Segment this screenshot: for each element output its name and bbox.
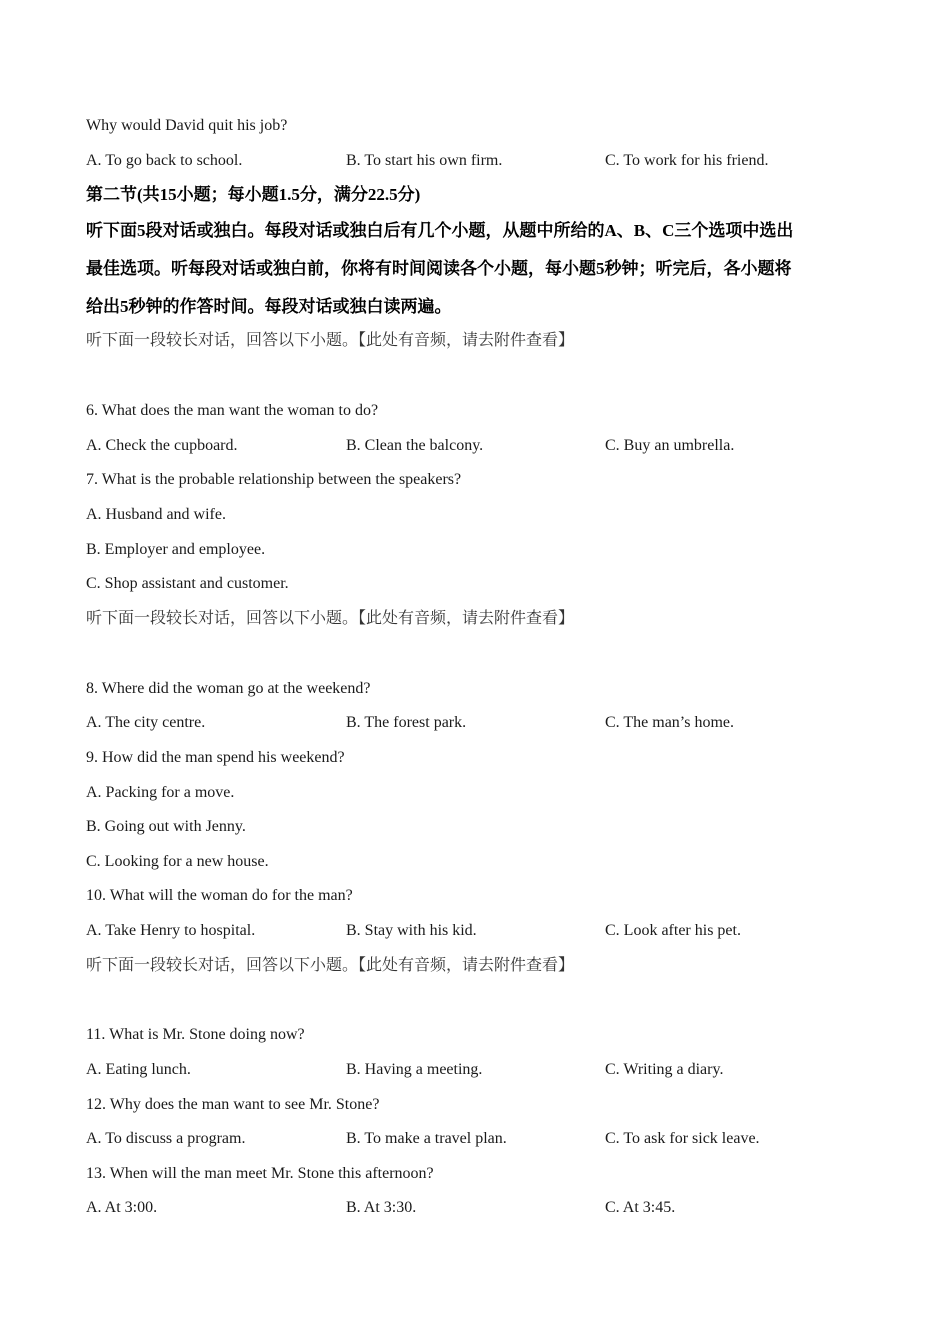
section-instruction-line-3: 给出5秒钟的作答时间。每段对话或独白读两遍。 [86,297,452,316]
option-b: B. To make a travel plan. [346,1130,507,1147]
option-c: C. Buy an umbrella. [605,437,735,454]
question-10-options [0,921,950,941]
option-b: B. To start his own firm. [346,152,503,169]
question-13-text: 13. When will the man meet Mr. Stone this afternoon? [86,1165,434,1182]
option-b: B. At 3:30. [346,1199,417,1216]
audio-note: 听下面一段较长对话，回答以下小题。【此处有音频，请去附件查看】 [86,610,575,627]
question-7-text: 7. What is the probable relationship between the speakers? [86,471,462,488]
option-b: B. Stay with his kid. [346,922,477,939]
question-9-option-a: A. Packing for a move. [86,784,235,801]
question-12-options [0,1129,950,1149]
section-heading: 第二节(共15小题；每小题1.5分，满分22.5分) [86,185,421,204]
option-c: C. At 3:45. [605,1199,676,1216]
question-10-text: 10. What will the woman do for the man? [86,887,353,904]
option-b: B. Having a meeting. [346,1061,483,1078]
question-8-options [0,713,950,733]
question-7-option-b: B. Employer and employee. [86,541,266,558]
option-c: C. Look after his pet. [605,922,741,939]
question-5-text: Why would David quit his job? [86,117,288,134]
question-7-option-a: A. Husband and wife. [86,506,226,523]
option-c: C. To ask for sick leave. [605,1130,760,1147]
option-b: B. The forest park. [346,714,467,731]
section-instruction-line-2: 最佳选项。听每段对话或独白前，你将有时间阅读各个小题，每小题5秒钟；听完后，各小题将 [86,259,792,278]
question-8-text: 8. Where did the woman go at the weekend? [86,680,371,697]
option-c: C. Writing a diary. [605,1061,724,1078]
question-9-text: 9. How did the man spend his weekend? [86,749,345,766]
question-13-options [0,1198,950,1218]
option-a: A. Check the cupboard. [86,437,238,454]
option-b: B. Clean the balcony. [346,437,484,454]
question-9-option-c: C. Looking for a new house. [86,853,269,870]
question-11-text: 11. What is Mr. Stone doing now? [86,1026,305,1043]
audio-note: 听下面一段较长对话，回答以下小题。【此处有音频，请去附件查看】 [86,332,575,349]
question-5-options [0,151,950,171]
question-11-options [0,1060,950,1080]
option-a: A. Take Henry to hospital. [86,922,256,939]
question-9-option-b: B. Going out with Jenny. [86,818,246,835]
question-6-options [0,436,950,456]
question-6-text: 6. What does the man want the woman to do? [86,402,379,419]
option-a: A. To go back to school. [86,152,243,169]
section-instruction-line-1: 听下面5段对话或独白。每段对话或独白后有几个小题，从题中所给的A、B、C三个选项中选出 [86,221,794,240]
question-12-text: 12. Why does the man want to see Mr. Stone? [86,1096,380,1113]
option-c: C. To work for his friend. [605,152,769,169]
option-c: C. The man’s home. [605,714,735,731]
audio-note: 听下面一段较长对话，回答以下小题。【此处有音频，请去附件查看】 [86,957,575,974]
option-a: A. Eating lunch. [86,1061,191,1078]
question-7-option-c: C. Shop assistant and customer. [86,575,289,592]
option-a: A. To discuss a program. [86,1130,246,1147]
option-a: A. At 3:00. [86,1199,158,1216]
option-a: A. The city centre. [86,714,206,731]
